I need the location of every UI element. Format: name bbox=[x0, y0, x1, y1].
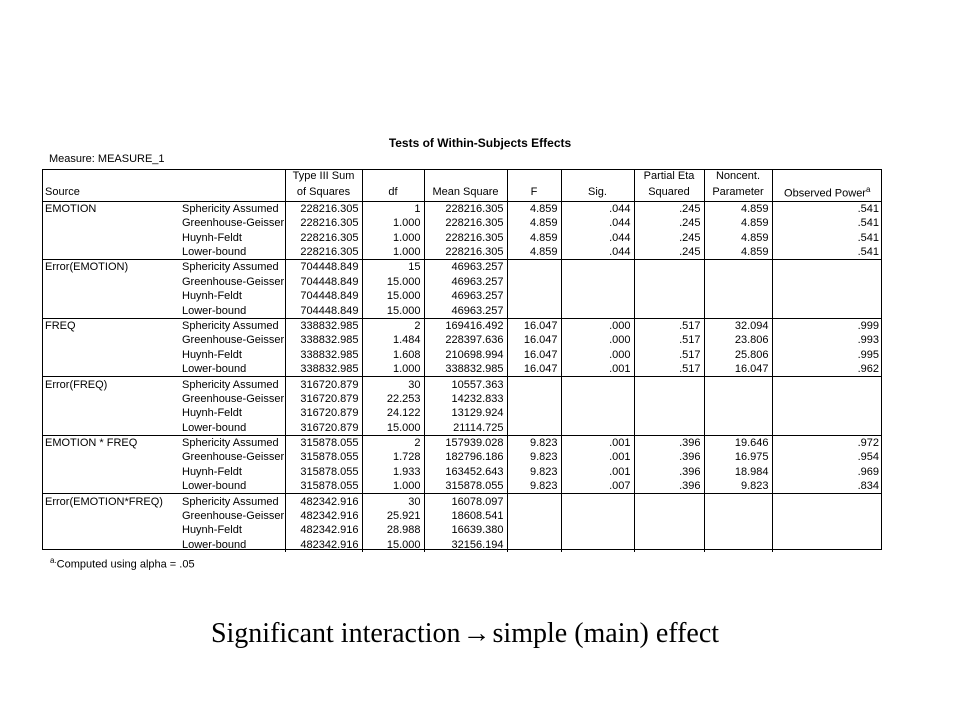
table-row bbox=[42, 450, 882, 464]
header-ss-2: of Squares bbox=[285, 183, 362, 201]
anova-table bbox=[42, 169, 882, 552]
df-cell: 2 bbox=[362, 435, 424, 450]
pow-cell: .954 bbox=[772, 450, 882, 464]
source-cell: EMOTION bbox=[42, 201, 179, 216]
df-cell: 15.000 bbox=[362, 421, 424, 436]
ms-cell: 18608.541 bbox=[424, 509, 507, 523]
ss-cell: 482342.916 bbox=[285, 494, 362, 509]
source-cell-empty bbox=[42, 333, 179, 347]
df-cell: 15 bbox=[362, 260, 424, 275]
f-cell bbox=[507, 392, 561, 406]
correction-cell: Lower-bound bbox=[182, 480, 247, 493]
source-cell-empty bbox=[42, 245, 179, 260]
eta-cell bbox=[634, 289, 704, 303]
eta-cell: .245 bbox=[634, 201, 704, 216]
source-cell-empty bbox=[42, 303, 179, 318]
table-title: Tests of Within-Subjects Effects bbox=[388, 136, 572, 150]
df-cell: 15.000 bbox=[362, 275, 424, 289]
pow-cell bbox=[772, 289, 882, 303]
source-cell-empty bbox=[42, 523, 179, 537]
table-row bbox=[42, 509, 882, 523]
correction-cell: Huynh-Feldt bbox=[182, 465, 242, 478]
ms-cell: 157939.028 bbox=[424, 435, 507, 450]
sig-cell: .044 bbox=[561, 216, 634, 230]
table-row bbox=[42, 406, 882, 420]
eta-cell bbox=[634, 509, 704, 523]
df-cell: 30 bbox=[362, 377, 424, 392]
f-cell: 9.823 bbox=[507, 479, 561, 494]
pow-cell: .962 bbox=[772, 362, 882, 377]
ms-cell: 228397.636 bbox=[424, 333, 507, 347]
f-cell bbox=[507, 289, 561, 303]
eta-cell bbox=[634, 538, 704, 552]
eta-cell bbox=[634, 260, 704, 275]
correction-cell: Sphericity Assumed bbox=[179, 318, 285, 333]
pow-cell: .541 bbox=[772, 245, 882, 260]
eta-cell: .396 bbox=[634, 450, 704, 464]
nc-cell: 32.094 bbox=[704, 318, 772, 333]
correction-cell: Greenhouse-Geisser bbox=[182, 451, 285, 464]
correction-cell: Sphericity Assumed bbox=[179, 435, 285, 450]
pow-cell bbox=[772, 406, 882, 420]
eta-cell: .517 bbox=[634, 333, 704, 347]
nc-cell bbox=[704, 392, 772, 406]
ss-cell: 338832.985 bbox=[285, 348, 362, 362]
eta-cell: .517 bbox=[634, 362, 704, 377]
header-power-label: Observed Power bbox=[784, 187, 866, 200]
df-cell: 15.000 bbox=[362, 538, 424, 552]
table-row bbox=[42, 392, 882, 406]
ss-cell: 228216.305 bbox=[285, 201, 362, 216]
sig-cell bbox=[561, 538, 634, 552]
source-cell-empty bbox=[42, 392, 179, 406]
correction-cell: Sphericity Assumed bbox=[179, 201, 285, 216]
footnote-mark: a. bbox=[50, 556, 57, 565]
f-cell: 4.859 bbox=[507, 216, 561, 230]
ss-cell: 338832.985 bbox=[285, 318, 362, 333]
header-f: F bbox=[507, 183, 561, 201]
sig-cell bbox=[561, 421, 634, 436]
df-cell: 1.000 bbox=[362, 230, 424, 244]
pow-cell: .541 bbox=[772, 216, 882, 230]
pow-cell bbox=[772, 421, 882, 436]
table-row bbox=[42, 230, 882, 244]
f-cell: 16.047 bbox=[507, 333, 561, 347]
ss-cell: 704448.849 bbox=[285, 260, 362, 275]
eta-cell: .517 bbox=[634, 318, 704, 333]
nc-cell bbox=[704, 275, 772, 289]
ss-cell: 482342.916 bbox=[285, 523, 362, 537]
pow-cell: .972 bbox=[772, 435, 882, 450]
source-cell-empty bbox=[42, 421, 179, 436]
table-row bbox=[42, 318, 882, 333]
header-source: Source bbox=[45, 185, 80, 198]
source-cell-empty bbox=[42, 406, 179, 420]
pow-cell: .995 bbox=[772, 348, 882, 362]
pow-cell bbox=[772, 260, 882, 275]
correction-cell: Huynh-Feldt bbox=[182, 290, 242, 303]
df-cell: 1.728 bbox=[362, 450, 424, 464]
ms-cell: 182796.186 bbox=[424, 450, 507, 464]
source-cell: Error(EMOTION) bbox=[42, 260, 179, 275]
ss-cell: 704448.849 bbox=[285, 289, 362, 303]
header-ms: Mean Square bbox=[424, 183, 507, 201]
df-cell: 22.253 bbox=[362, 392, 424, 406]
eta-cell bbox=[634, 275, 704, 289]
df-cell: 1.933 bbox=[362, 465, 424, 479]
ms-cell: 16078.097 bbox=[424, 494, 507, 509]
sig-cell: .044 bbox=[561, 201, 634, 216]
sig-cell: .001 bbox=[561, 435, 634, 450]
header-nc-2: Parameter bbox=[704, 183, 772, 201]
sig-cell: .000 bbox=[561, 333, 634, 347]
correction-cell: Huynh-Feldt bbox=[182, 231, 242, 244]
header-power-note: a bbox=[865, 185, 871, 194]
source-cell-empty bbox=[42, 362, 179, 377]
header-eta-2: Squared bbox=[634, 183, 704, 201]
ss-cell: 315878.055 bbox=[285, 479, 362, 494]
f-cell bbox=[507, 509, 561, 523]
ms-cell: 46963.257 bbox=[424, 303, 507, 318]
f-cell: 9.823 bbox=[507, 450, 561, 464]
f-cell: 9.823 bbox=[507, 465, 561, 479]
ss-cell: 316720.879 bbox=[285, 377, 362, 392]
right-arrow-icon: → bbox=[462, 618, 491, 649]
ss-cell: 228216.305 bbox=[285, 230, 362, 244]
table-row bbox=[42, 245, 882, 260]
footnote bbox=[50, 556, 195, 571]
eta-cell: .396 bbox=[634, 479, 704, 494]
pow-cell: .993 bbox=[772, 333, 882, 347]
sig-cell bbox=[561, 523, 634, 537]
correction-cell: Greenhouse-Geisser bbox=[182, 217, 285, 230]
nc-cell bbox=[704, 260, 772, 275]
source-cell: EMOTION * FREQ bbox=[42, 435, 179, 450]
source-cell-empty bbox=[42, 275, 179, 289]
correction-cell: Greenhouse-Geisser bbox=[182, 510, 285, 523]
ms-cell: 32156.194 bbox=[424, 538, 507, 552]
pow-cell bbox=[772, 494, 882, 509]
eta-cell: .245 bbox=[634, 245, 704, 260]
nc-cell bbox=[704, 509, 772, 523]
f-cell: 16.047 bbox=[507, 348, 561, 362]
ss-cell: 228216.305 bbox=[285, 216, 362, 230]
nc-cell: 23.806 bbox=[704, 333, 772, 347]
source-cell-empty bbox=[42, 465, 179, 479]
source-cell-empty bbox=[42, 230, 179, 244]
source-cell-empty bbox=[42, 216, 179, 230]
pow-cell bbox=[772, 538, 882, 552]
slide-caption bbox=[0, 618, 930, 650]
eta-cell bbox=[634, 392, 704, 406]
sig-cell: .001 bbox=[561, 450, 634, 464]
nc-cell: 18.984 bbox=[704, 465, 772, 479]
correction-cell: Greenhouse-Geisser bbox=[182, 275, 285, 288]
ss-cell: 315878.055 bbox=[285, 450, 362, 464]
nc-cell bbox=[704, 421, 772, 436]
correction-cell: Lower-bound bbox=[182, 304, 247, 317]
source-cell-empty bbox=[42, 348, 179, 362]
sig-cell bbox=[561, 303, 634, 318]
table-row bbox=[42, 538, 882, 552]
header-power bbox=[772, 183, 882, 201]
source-cell: Error(FREQ) bbox=[42, 377, 179, 392]
df-cell: 15.000 bbox=[362, 289, 424, 303]
ms-cell: 21114.725 bbox=[424, 421, 507, 436]
sig-cell: .044 bbox=[561, 230, 634, 244]
sig-cell: .001 bbox=[561, 362, 634, 377]
ms-cell: 14232.833 bbox=[424, 392, 507, 406]
table-row bbox=[42, 494, 882, 509]
ms-cell: 228216.305 bbox=[424, 245, 507, 260]
eta-cell bbox=[634, 406, 704, 420]
table-row bbox=[42, 523, 882, 537]
correction-cell: Lower-bound bbox=[182, 246, 247, 259]
eta-cell: .517 bbox=[634, 348, 704, 362]
table-row bbox=[42, 479, 882, 494]
source-cell-empty bbox=[42, 538, 179, 552]
sig-cell bbox=[561, 377, 634, 392]
caption-after: simple (main) effect bbox=[492, 618, 720, 649]
pow-cell bbox=[772, 377, 882, 392]
ms-cell: 163452.643 bbox=[424, 465, 507, 479]
df-cell: 28.988 bbox=[362, 523, 424, 537]
f-cell bbox=[507, 275, 561, 289]
ss-cell: 228216.305 bbox=[285, 245, 362, 260]
ss-cell: 338832.985 bbox=[285, 362, 362, 377]
ms-cell: 228216.305 bbox=[424, 230, 507, 244]
nc-cell bbox=[704, 523, 772, 537]
df-cell: 2 bbox=[362, 318, 424, 333]
df-cell: 1.000 bbox=[362, 216, 424, 230]
ms-cell: 338832.985 bbox=[424, 362, 507, 377]
correction-cell: Lower-bound bbox=[182, 421, 247, 434]
f-cell bbox=[507, 523, 561, 537]
pow-cell: .541 bbox=[772, 230, 882, 244]
table-row bbox=[42, 275, 882, 289]
ss-cell: 316720.879 bbox=[285, 392, 362, 406]
pow-cell bbox=[772, 523, 882, 537]
table-row bbox=[42, 303, 882, 318]
table-row bbox=[42, 333, 882, 347]
table-row bbox=[42, 377, 882, 392]
source-cell-empty bbox=[42, 479, 179, 494]
source-cell-empty bbox=[42, 289, 179, 303]
sig-cell bbox=[561, 406, 634, 420]
df-cell: 1.484 bbox=[362, 333, 424, 347]
table-row bbox=[42, 260, 882, 275]
nc-cell bbox=[704, 377, 772, 392]
header-row-1 bbox=[42, 169, 882, 183]
f-cell: 4.859 bbox=[507, 245, 561, 260]
df-cell: 1.608 bbox=[362, 348, 424, 362]
correction-cell: Greenhouse-Geisser bbox=[182, 334, 285, 347]
sig-cell: .007 bbox=[561, 479, 634, 494]
correction-cell: Sphericity Assumed bbox=[179, 377, 285, 392]
ms-cell: 13129.924 bbox=[424, 406, 507, 420]
header-eta-1: Partial Eta bbox=[634, 169, 704, 183]
nc-cell: 25.806 bbox=[704, 348, 772, 362]
correction-cell: Greenhouse-Geisser bbox=[182, 392, 285, 405]
df-cell: 1.000 bbox=[362, 479, 424, 494]
pow-cell: .999 bbox=[772, 318, 882, 333]
df-cell: 25.921 bbox=[362, 509, 424, 523]
source-cell: FREQ bbox=[42, 318, 179, 333]
correction-cell: Sphericity Assumed bbox=[179, 494, 285, 509]
eta-cell bbox=[634, 494, 704, 509]
header-sig: Sig. bbox=[561, 183, 634, 201]
source-cell: Error(EMOTION*FREQ) bbox=[42, 494, 179, 509]
nc-cell: 16.975 bbox=[704, 450, 772, 464]
f-cell: 16.047 bbox=[507, 318, 561, 333]
pow-cell: .541 bbox=[772, 201, 882, 216]
table-row bbox=[42, 435, 882, 450]
df-cell: 1 bbox=[362, 201, 424, 216]
f-cell: 4.859 bbox=[507, 201, 561, 216]
correction-cell: Lower-bound bbox=[182, 538, 247, 551]
ss-cell: 316720.879 bbox=[285, 421, 362, 436]
correction-cell: Huynh-Feldt bbox=[182, 348, 242, 361]
table-row bbox=[42, 421, 882, 436]
header-df: df bbox=[362, 183, 424, 201]
eta-cell bbox=[634, 303, 704, 318]
pow-cell bbox=[772, 275, 882, 289]
f-cell bbox=[507, 406, 561, 420]
ms-cell: 46963.257 bbox=[424, 260, 507, 275]
nc-cell: 4.859 bbox=[704, 216, 772, 230]
eta-cell: .245 bbox=[634, 230, 704, 244]
sig-cell: .000 bbox=[561, 348, 634, 362]
correction-cell: Lower-bound bbox=[182, 363, 247, 376]
table-row bbox=[42, 201, 882, 216]
header-ss-1: Type III Sum bbox=[285, 169, 362, 183]
nc-cell bbox=[704, 289, 772, 303]
nc-cell bbox=[704, 406, 772, 420]
ms-cell: 46963.257 bbox=[424, 275, 507, 289]
ss-cell: 482342.916 bbox=[285, 509, 362, 523]
ss-cell: 315878.055 bbox=[285, 465, 362, 479]
df-cell: 30 bbox=[362, 494, 424, 509]
ss-cell: 704448.849 bbox=[285, 275, 362, 289]
sig-cell bbox=[561, 289, 634, 303]
ss-cell: 482342.916 bbox=[285, 538, 362, 552]
measure-label: Measure: MEASURE_1 bbox=[49, 153, 165, 165]
sig-cell: .000 bbox=[561, 318, 634, 333]
eta-cell bbox=[634, 377, 704, 392]
eta-cell: .396 bbox=[634, 465, 704, 479]
f-cell: 4.859 bbox=[507, 230, 561, 244]
eta-cell: .396 bbox=[634, 435, 704, 450]
ms-cell: 169416.492 bbox=[424, 318, 507, 333]
f-cell bbox=[507, 421, 561, 436]
df-cell: 15.000 bbox=[362, 303, 424, 318]
correction-cell: Huynh-Feldt bbox=[182, 524, 242, 537]
sig-cell: .044 bbox=[561, 245, 634, 260]
f-cell bbox=[507, 538, 561, 552]
table-row bbox=[42, 362, 882, 377]
nc-cell: 19.646 bbox=[704, 435, 772, 450]
pow-cell bbox=[772, 509, 882, 523]
f-cell bbox=[507, 260, 561, 275]
eta-cell bbox=[634, 523, 704, 537]
header-nc-1: Noncent. bbox=[704, 169, 772, 183]
ms-cell: 16639.380 bbox=[424, 523, 507, 537]
header-row-2 bbox=[42, 183, 882, 201]
pow-cell: .969 bbox=[772, 465, 882, 479]
sig-cell bbox=[561, 260, 634, 275]
ss-cell: 316720.879 bbox=[285, 406, 362, 420]
correction-cell: Sphericity Assumed bbox=[179, 260, 285, 275]
correction-cell: Huynh-Feldt bbox=[182, 407, 242, 420]
eta-cell bbox=[634, 421, 704, 436]
ss-cell: 704448.849 bbox=[285, 303, 362, 318]
f-cell bbox=[507, 303, 561, 318]
sig-cell bbox=[561, 275, 634, 289]
nc-cell: 16.047 bbox=[704, 362, 772, 377]
table-row bbox=[42, 289, 882, 303]
footnote-text: Computed using alpha = .05 bbox=[56, 558, 195, 571]
nc-cell: 4.859 bbox=[704, 245, 772, 260]
source-cell-empty bbox=[42, 509, 179, 523]
nc-cell bbox=[704, 538, 772, 552]
ss-cell: 315878.055 bbox=[285, 435, 362, 450]
f-cell bbox=[507, 494, 561, 509]
f-cell: 16.047 bbox=[507, 362, 561, 377]
pow-cell bbox=[772, 392, 882, 406]
ss-cell: 338832.985 bbox=[285, 333, 362, 347]
nc-cell bbox=[704, 494, 772, 509]
df-cell: 24.122 bbox=[362, 406, 424, 420]
ms-cell: 210698.994 bbox=[424, 348, 507, 362]
source-cell-empty bbox=[42, 450, 179, 464]
f-cell: 9.823 bbox=[507, 435, 561, 450]
ms-cell: 228216.305 bbox=[424, 216, 507, 230]
df-cell: 1.000 bbox=[362, 362, 424, 377]
ms-cell: 46963.257 bbox=[424, 289, 507, 303]
sig-cell: .001 bbox=[561, 465, 634, 479]
sig-cell bbox=[561, 509, 634, 523]
table-row bbox=[42, 348, 882, 362]
f-cell bbox=[507, 377, 561, 392]
caption-before: Significant interaction bbox=[210, 618, 461, 649]
ms-cell: 315878.055 bbox=[424, 479, 507, 494]
ms-cell: 10557.363 bbox=[424, 377, 507, 392]
nc-cell: 4.859 bbox=[704, 201, 772, 216]
pow-cell bbox=[772, 303, 882, 318]
table-row bbox=[42, 465, 882, 479]
nc-cell: 9.823 bbox=[704, 479, 772, 494]
df-cell: 1.000 bbox=[362, 245, 424, 260]
pow-cell: .834 bbox=[772, 479, 882, 494]
eta-cell: .245 bbox=[634, 216, 704, 230]
sig-cell bbox=[561, 494, 634, 509]
ms-cell: 228216.305 bbox=[424, 201, 507, 216]
sig-cell bbox=[561, 392, 634, 406]
table-row bbox=[42, 216, 882, 230]
nc-cell bbox=[704, 303, 772, 318]
nc-cell: 4.859 bbox=[704, 230, 772, 244]
